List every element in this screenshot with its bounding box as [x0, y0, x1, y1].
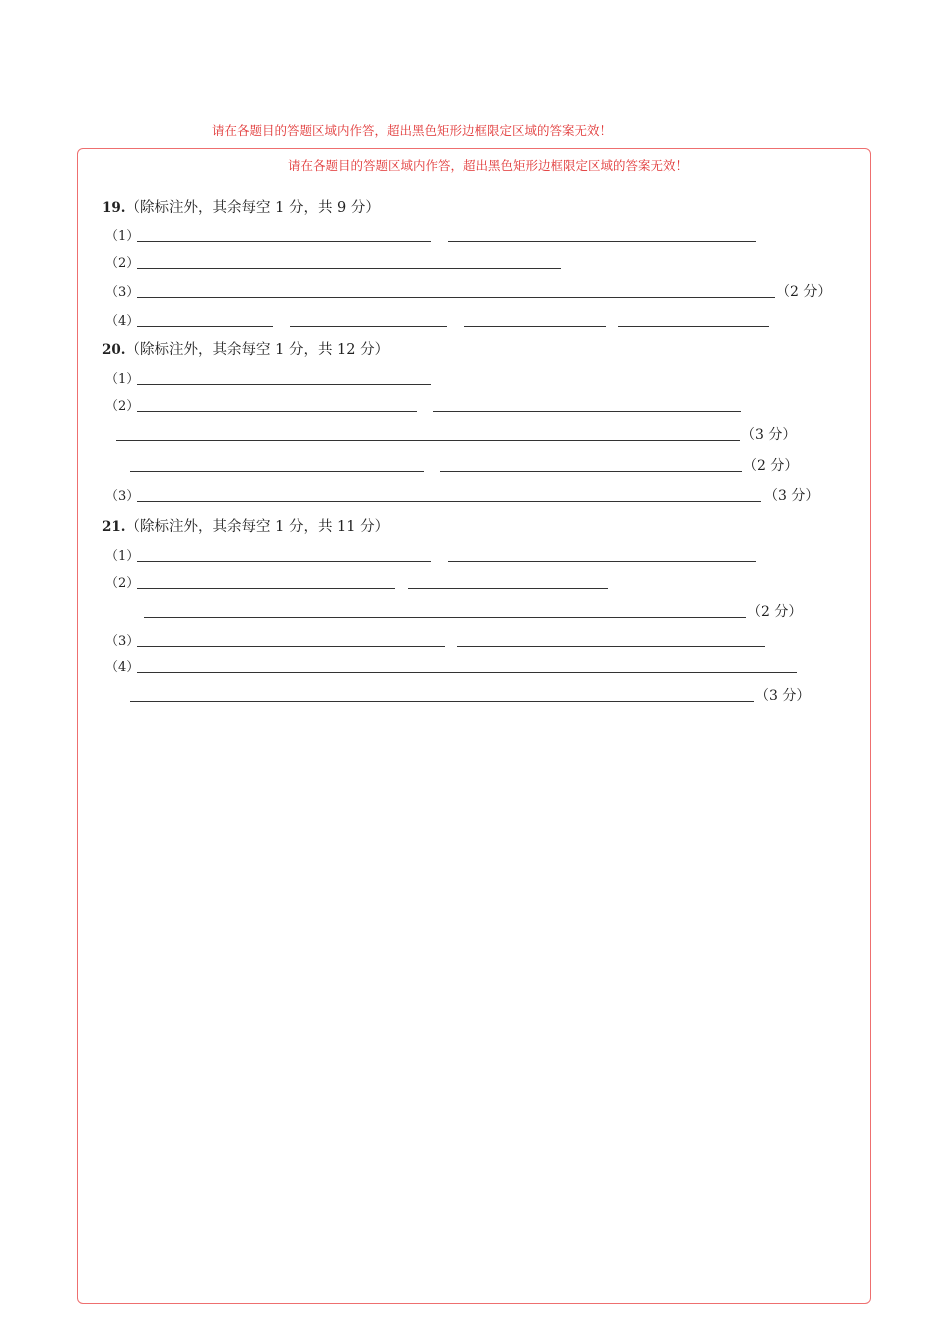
q19-part-3-label: （3） — [105, 285, 140, 300]
q21-part-2-blank-3[interactable] — [144, 617, 746, 618]
question-21-number: 21. — [102, 519, 126, 535]
q19-part-4-label: （4） — [105, 314, 140, 329]
q21-part-2-blank-2[interactable] — [408, 588, 608, 589]
question-19-title: （除标注外，其余每空 1 分，共 9 分） — [125, 200, 380, 216]
q20-part-2-label: （2） — [105, 399, 140, 414]
q19-part-1-blank-2[interactable] — [448, 241, 756, 242]
q19-part-4-blank-2[interactable] — [290, 326, 447, 327]
q20-part-3-points: （3 分） — [764, 488, 820, 504]
q21-part-4-points: （3 分） — [755, 688, 811, 704]
question-20-header — [102, 340, 389, 361]
q20-part-1-blank-1[interactable] — [137, 384, 431, 385]
q21-part-4-blank-2[interactable] — [130, 701, 754, 702]
q21-part-1-blank-2[interactable] — [448, 561, 756, 562]
question-19-number: 19. — [102, 200, 126, 216]
q19-part-2-blank-1[interactable] — [137, 268, 561, 269]
q19-part-4-blank-1[interactable] — [137, 326, 273, 327]
q21-part-3-label: （3） — [105, 634, 140, 649]
q20-part-2-points-a: （3 分） — [741, 427, 797, 443]
q20-part-2-blank-2[interactable] — [433, 411, 741, 412]
outer-notice-text: 请在各题目的答题区域内作答，超出黑色矩形边框限定区域的答案无效！ — [212, 123, 613, 138]
q20-part-2-blank-1[interactable] — [137, 411, 417, 412]
q21-part-4-blank-1[interactable] — [137, 672, 797, 673]
question-20-title: （除标注外，其余每空 1 分，共 12 分） — [125, 342, 390, 358]
q20-part-2-points-b: （2 分） — [743, 458, 799, 474]
q19-part-4-blank-3[interactable] — [464, 326, 606, 327]
answer-frame — [77, 148, 871, 1304]
question-20-number: 20. — [102, 342, 126, 358]
q21-part-3-blank-2[interactable] — [457, 646, 765, 647]
q20-part-3-blank-1[interactable] — [137, 501, 761, 502]
q20-part-1-label: （1） — [105, 372, 140, 387]
q19-part-3-blank-1[interactable] — [137, 297, 775, 298]
question-21-header — [102, 517, 389, 538]
q19-part-1-blank-1[interactable] — [137, 241, 431, 242]
q20-part-3-label: （3） — [105, 489, 140, 504]
q19-part-1-label: （1） — [105, 229, 140, 244]
q21-part-2-label: （2） — [105, 576, 140, 591]
question-21-title: （除标注外，其余每空 1 分，共 11 分） — [125, 519, 390, 535]
q19-part-3-points: （2 分） — [776, 284, 832, 300]
q21-part-1-label: （1） — [105, 549, 140, 564]
q20-part-2-blank-4[interactable] — [130, 471, 424, 472]
q21-part-3-blank-1[interactable] — [137, 646, 445, 647]
q21-part-4-label: （4） — [105, 660, 140, 675]
q21-part-1-blank-1[interactable] — [137, 561, 431, 562]
inner-notice-text: 请在各题目的答题区域内作答，超出黑色矩形边框限定区域的答案无效！ — [288, 158, 689, 173]
q21-part-2-points: （2 分） — [747, 604, 803, 620]
q19-part-4-blank-4[interactable] — [618, 326, 769, 327]
q21-part-2-blank-1[interactable] — [137, 588, 395, 589]
q20-part-2-blank-3[interactable] — [116, 440, 740, 441]
question-19-header — [102, 198, 380, 219]
q19-part-2-label: （2） — [105, 256, 140, 271]
q20-part-2-blank-5[interactable] — [440, 471, 742, 472]
